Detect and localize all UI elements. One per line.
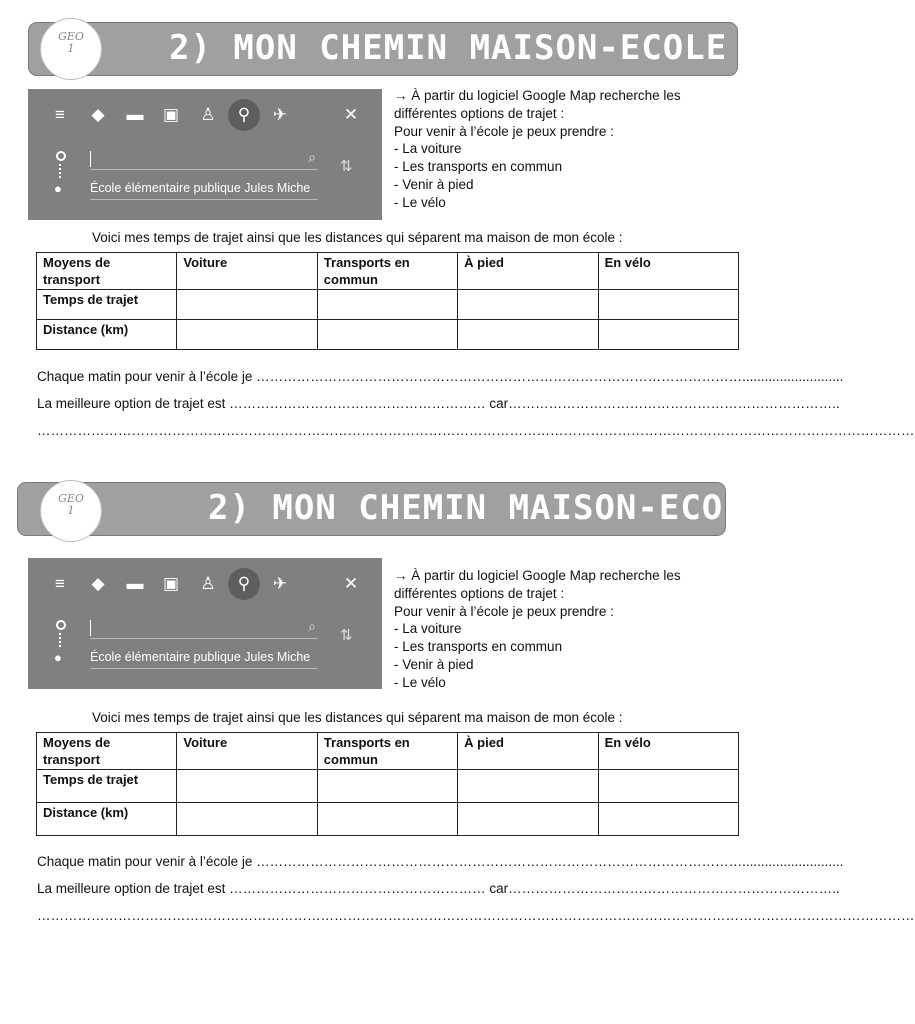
empty-cell[interactable]	[177, 320, 317, 350]
geo-badge	[40, 18, 102, 80]
empty-cell[interactable]	[317, 290, 457, 320]
header-cell: Moyens de transport	[37, 733, 177, 770]
title-banner	[28, 22, 738, 76]
menu-icon: ≡	[55, 574, 65, 593]
empty-cell[interactable]	[458, 290, 598, 320]
row-label: Distance (km)	[37, 320, 177, 350]
empty-cell[interactable]	[458, 770, 598, 803]
table-row	[37, 290, 739, 320]
row-label: Distance (km)	[37, 803, 177, 836]
car-icon: ▬	[126, 105, 144, 124]
header-cell: À pied	[458, 253, 598, 290]
walk-icon: ♙	[200, 574, 216, 593]
empty-cell[interactable]	[317, 770, 457, 803]
badge-line1: GEO	[58, 30, 84, 43]
text-cursor	[90, 620, 91, 636]
option-item: - Venir à pied	[394, 176, 474, 192]
sentence-line: La meilleure option de trajet est ………………………………………………… car………………………………………………………………..	[37, 881, 840, 896]
search-icon: ⌕	[308, 149, 316, 165]
header-cell: En vélo	[598, 253, 738, 290]
worksheet-section-2	[0, 480, 915, 950]
travel-table	[36, 252, 739, 350]
header-cell: À pied	[458, 733, 598, 770]
intro-line: → À partir du logiciel Google Map recherche les	[394, 88, 681, 103]
sentence-line: ……………………………………………………………………………………………………………………………………………………………………………	[37, 908, 915, 923]
empty-cell[interactable]	[177, 290, 317, 320]
geo-badge	[40, 480, 102, 542]
travel-table	[36, 732, 739, 836]
sentence-line: Chaque matin pour venir à l’école je ………………………………………………………………………………………………...........................	[37, 369, 844, 384]
empty-cell[interactable]	[598, 803, 738, 836]
plane-icon: ✈	[272, 574, 288, 593]
map-directions-screenshot	[28, 89, 382, 220]
destination-pin-icon: ●	[54, 181, 62, 196]
sentence-line: ……………………………………………………………………………………………………………………………………………………………………………	[37, 423, 915, 438]
empty-cell[interactable]	[598, 770, 738, 803]
intro-line: Pour venir à l’école je peux prendre :	[394, 603, 614, 619]
row-label: Temps de trajet	[37, 290, 177, 320]
destination-pin-icon: ●	[54, 650, 62, 665]
option-item: - Le vélo	[394, 194, 446, 210]
origin-dot-icon	[56, 620, 66, 630]
directions-icon: ◆	[91, 574, 105, 593]
table-row	[37, 770, 739, 803]
route-dots	[59, 633, 63, 647]
empty-cell[interactable]	[458, 320, 598, 350]
title-banner	[17, 482, 767, 536]
intro-line: différentes options de trajet :	[394, 105, 565, 121]
bike-icon: ⚲	[228, 99, 260, 131]
banner-title: 2) MON CHEMIN MAISON-ECOLE	[208, 488, 767, 528]
table-row	[37, 320, 739, 350]
empty-cell[interactable]	[177, 770, 317, 803]
empty-cell[interactable]	[317, 803, 457, 836]
menu-icon: ≡	[55, 105, 65, 124]
text-cursor	[90, 151, 91, 167]
origin-dot-icon	[56, 151, 66, 161]
origin-input	[90, 620, 318, 639]
header-cell: Moyens de transport	[37, 253, 177, 290]
badge-line2: 1	[67, 42, 75, 55]
table-caption: Voici mes temps de trajet ainsi que les distances qui séparent ma maison de mon école :	[92, 230, 623, 245]
sentence-line: Chaque matin pour venir à l’école je ………………………………………………………………………………………………...........................	[37, 854, 844, 869]
option-item: - La voiture	[394, 621, 462, 637]
plane-icon: ✈	[272, 105, 288, 124]
option-item: - Les transports en commun	[394, 159, 563, 175]
car-icon: ▬	[126, 574, 144, 593]
instructions	[394, 87, 754, 212]
destination-input	[90, 179, 318, 200]
intro-line: Pour venir à l’école je peux prendre :	[394, 123, 614, 139]
close-icon: ✕	[343, 574, 359, 593]
swap-icon: ⇅	[340, 627, 353, 644]
empty-cell[interactable]	[458, 803, 598, 836]
intro-line: → À partir du logiciel Google Map recherche les	[394, 568, 681, 583]
row-label: Temps de trajet	[37, 770, 177, 803]
option-item: - La voiture	[394, 141, 462, 157]
destination-input	[90, 648, 318, 669]
worksheet-section-1	[0, 0, 915, 470]
route-dots	[59, 164, 63, 178]
empty-cell[interactable]	[177, 803, 317, 836]
header-cell: Voiture	[177, 733, 317, 770]
table-header-row	[37, 733, 739, 770]
badge-line1: GEO	[58, 492, 84, 505]
sentence-line: La meilleure option de trajet est ………………………………………………… car………………………………………………………………..	[37, 396, 840, 411]
header-cell: Transports en commun	[317, 733, 457, 770]
option-item: - Venir à pied	[394, 656, 474, 672]
empty-cell[interactable]	[317, 320, 457, 350]
option-item: - Le vélo	[394, 674, 446, 690]
header-cell: Voiture	[177, 253, 317, 290]
banner-title: 2) MON CHEMIN MAISON-ECOLE	[169, 28, 728, 68]
origin-input	[90, 151, 318, 170]
intro-line: différentes options de trajet :	[394, 585, 565, 601]
empty-cell[interactable]	[598, 320, 738, 350]
map-directions-screenshot	[28, 558, 382, 689]
destination-text: École élémentaire publique Jules Miche	[90, 650, 311, 664]
empty-cell[interactable]	[598, 290, 738, 320]
table-header-row	[37, 253, 739, 290]
search-icon: ⌕	[308, 618, 316, 634]
transit-icon: ▣	[162, 105, 180, 124]
destination-text: École élémentaire publique Jules Miche	[90, 181, 311, 195]
walk-icon: ♙	[200, 105, 216, 124]
close-icon: ✕	[343, 105, 359, 124]
transit-icon: ▣	[162, 574, 180, 593]
header-cell: En vélo	[598, 733, 738, 770]
badge-line2: 1	[67, 504, 75, 517]
swap-icon: ⇅	[340, 158, 353, 175]
table-row	[37, 803, 739, 836]
option-item: - Les transports en commun	[394, 639, 563, 655]
directions-icon: ◆	[91, 105, 105, 124]
table-caption: Voici mes temps de trajet ainsi que les distances qui séparent ma maison de mon école :	[92, 710, 623, 725]
header-cell: Transports en commun	[317, 253, 457, 290]
bike-icon: ⚲	[228, 568, 260, 600]
instructions	[394, 567, 754, 692]
